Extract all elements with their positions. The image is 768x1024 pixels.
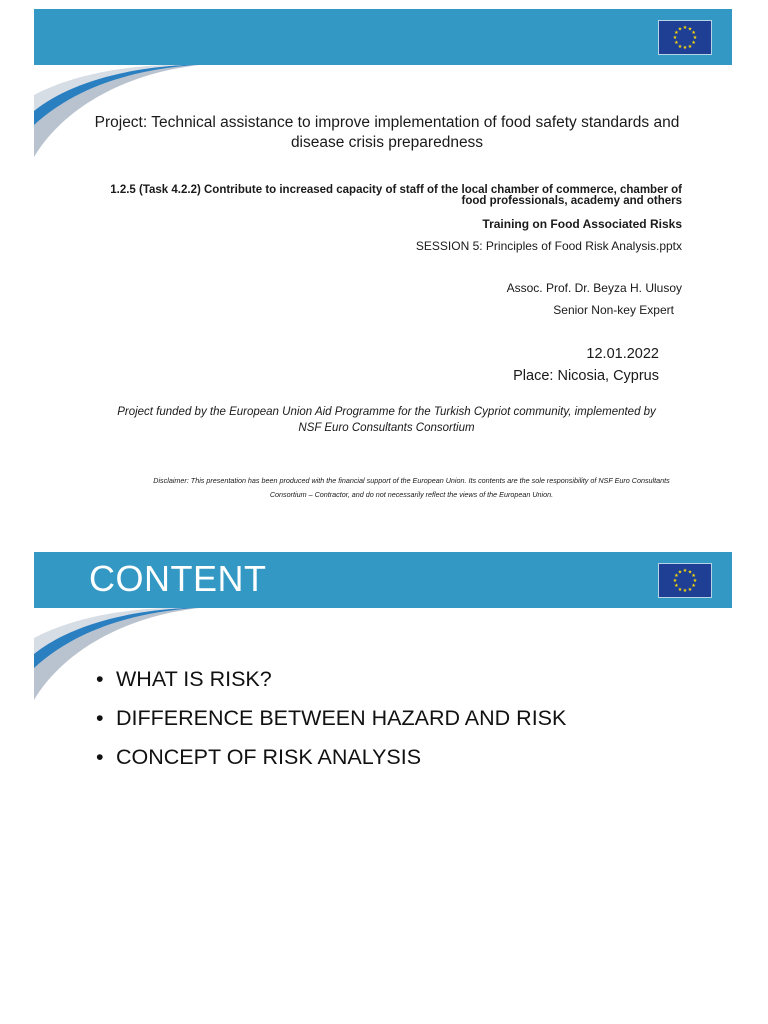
bullet-icon: • <box>96 706 104 730</box>
star-icon: ★ <box>687 26 693 33</box>
star-icon: ★ <box>682 588 688 595</box>
star-icon: ★ <box>687 586 693 593</box>
task-line: 1.2.5 (Task 4.2.2) Contribute to increased capacity of staff of the local chamber of commerce, chamber of food professionals, academy and others <box>110 184 682 207</box>
presenter-role: Senior Non-key Expert <box>553 303 674 317</box>
list-item <box>96 660 566 699</box>
star-icon: ★ <box>687 569 693 576</box>
star-icon: ★ <box>677 569 683 576</box>
eu-flag-icon <box>658 20 712 55</box>
presentation-date: 12.01.2022 <box>586 346 659 362</box>
title-slide <box>34 9 732 514</box>
star-icon: ★ <box>691 583 696 590</box>
star-icon: ★ <box>674 573 679 580</box>
star-icon: ★ <box>672 578 678 585</box>
slide-header-banner <box>34 9 732 65</box>
funding-note: Project funded by the European Union Aid Programme for the Turkish Cypriot community, implemented by NSF Euro Consultants Consortium <box>117 406 656 434</box>
presenter-name: Assoc. Prof. Dr. Beyza H. Ulusoy <box>506 281 682 295</box>
star-icon: ★ <box>682 45 688 52</box>
star-icon: ★ <box>692 35 698 42</box>
star-icon: ★ <box>691 573 696 580</box>
session-title: SESSION 5: Principles of Food Risk Analysis.pptx <box>415 239 682 253</box>
content-list <box>96 660 566 777</box>
star-icon: ★ <box>691 40 696 47</box>
star-icon: ★ <box>674 30 679 37</box>
star-icon: ★ <box>677 586 683 593</box>
star-icon: ★ <box>682 25 688 32</box>
list-item <box>96 738 566 777</box>
star-icon: ★ <box>691 30 696 37</box>
presentation-place: Place: Nicosia, Cyprus <box>513 368 659 384</box>
bullet-icon: • <box>96 745 104 769</box>
training-title: Training on Food Associated Risks <box>482 217 682 231</box>
project-title: Project: Technical assistance to improve implementation of food safety standards and disease crisis preparedness <box>94 114 680 151</box>
list-item-label: CONCEPT OF RISK ANALYSIS <box>116 745 422 769</box>
list-item-label: DIFFERENCE BETWEEN HAZARD AND RISK <box>116 706 567 730</box>
star-icon: ★ <box>682 568 688 575</box>
star-icon: ★ <box>692 578 698 585</box>
star-icon: ★ <box>687 43 693 50</box>
slide-title: CONTENT <box>89 558 267 599</box>
slide-header-banner <box>34 552 732 608</box>
list-item-label: WHAT IS RISK? <box>116 667 272 691</box>
list-item <box>96 699 566 738</box>
star-icon: ★ <box>672 35 678 42</box>
star-icon: ★ <box>677 43 683 50</box>
star-icon: ★ <box>677 26 683 33</box>
eu-flag-icon <box>658 563 712 598</box>
content-slide <box>34 552 732 992</box>
bullet-icon: • <box>96 667 104 691</box>
disclaimer: Disclaimer: This presentation has been produced with the financial support of the European Union. Its contents are the sole responsibility of NSF Euro Consultants Consortium – Contractor, and do not necessarily reflect the views of the European Union. <box>153 476 670 499</box>
star-icon: ★ <box>674 40 679 47</box>
star-icon: ★ <box>674 583 679 590</box>
